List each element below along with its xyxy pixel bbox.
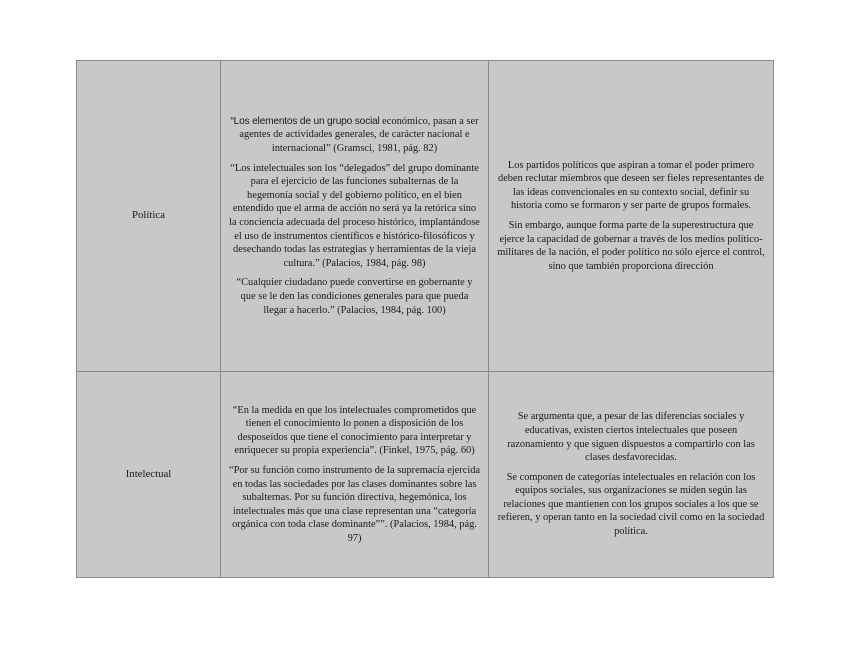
table-row xyxy=(77,61,774,372)
quote-text: “En la medida en que los intelectuales comprometidos que tienen el conocimiento lo ponen a disposición de los desposeídos que tiene el conocimiento para interpretar y enriquecer su propia experiencia”. (Finkel, 1975, pág. 60) xyxy=(232,404,477,457)
row-label: Política xyxy=(77,61,221,372)
quote-text: “Por su función como instrumento de la supremacía ejercida en todas las sociedades por las clases dominantes sobre las subalternas. Por su función directiva, hegemónica, los intelectuales más que una clase representan una “categoría orgánica con toda clase dominante””. (Palacios, 1984, pág. 97) xyxy=(228,464,481,544)
analysis-paragraph: Se argumenta que, a pesar de las diferencias sociales y educativas, existen ciertos intelectuales que poseen razonamiento y que siguen dispuestos a compartirlo con las clases desfavorecidas. xyxy=(507,411,755,464)
analysis-paragraph: Se componen de categorías intelectuales en relación con los equipos sociales, sus organizaciones se miden según las relaciones que mantienen con los grupos sociales a los que se refieren, y operan tanto en la sociedad civil como en la sociedad política. xyxy=(497,471,765,538)
quote-paragraph xyxy=(228,115,481,156)
quote-paragraph xyxy=(228,276,481,317)
quote-text: económico, pasan a ser agentes de actividades generales, de carácter nacional e internacional” (Gramsci, 1981, pág. 82) xyxy=(239,115,479,155)
analysis-paragraph: Sin embargo, aunque forma parte de la superestructura que ejerce la capacidad de gobernar a través de los medios político-militares de la nación, el poder político no sólo ejerce el control, sino que también proporciona dirección xyxy=(497,220,765,272)
comparison-table xyxy=(76,60,774,578)
quote-paragraph xyxy=(228,162,481,271)
quote-text: “Cualquier ciudadano puede convertirse en gobernante y que se le den las condiciones generales para que pueda llegar a hacerlo.” (Palacios, 1984, pág. 100) xyxy=(236,277,473,316)
analysis-cell xyxy=(489,372,774,578)
quotes-cell xyxy=(221,372,489,578)
quote-lead: “Los elementos de un grupo social xyxy=(230,115,380,127)
analysis-cell xyxy=(489,61,774,372)
table-row xyxy=(77,372,774,578)
quotes-cell xyxy=(221,61,489,372)
quote-paragraph xyxy=(228,404,481,458)
quote-text: “Los intelectuales son los “delegados” del grupo dominante para el ejercicio de las funciones subalternas de la hegemonía social y del gobierno político, en el bien entendido que el arma de acción no será ya la retórica sino la conciencia adecuada del proceso histórico, implantándose el uso de instrumentos científicos e histórico-filosóficos y desechando todas las estrategias y herramientas de la vieja cultura.” (Palacios, 1984, pág. 98) xyxy=(229,162,480,269)
quote-paragraph xyxy=(228,464,481,546)
row-label: Intelectual xyxy=(77,372,221,578)
analysis-paragraph: Los partidos políticos que aspiran a tomar el poder primero deben reclutar miembros que deseen ser fieles representantes de las ideas convencionales en su contexto social, definir su historia como se formaron y ser parte de grupos formales. xyxy=(498,159,764,212)
